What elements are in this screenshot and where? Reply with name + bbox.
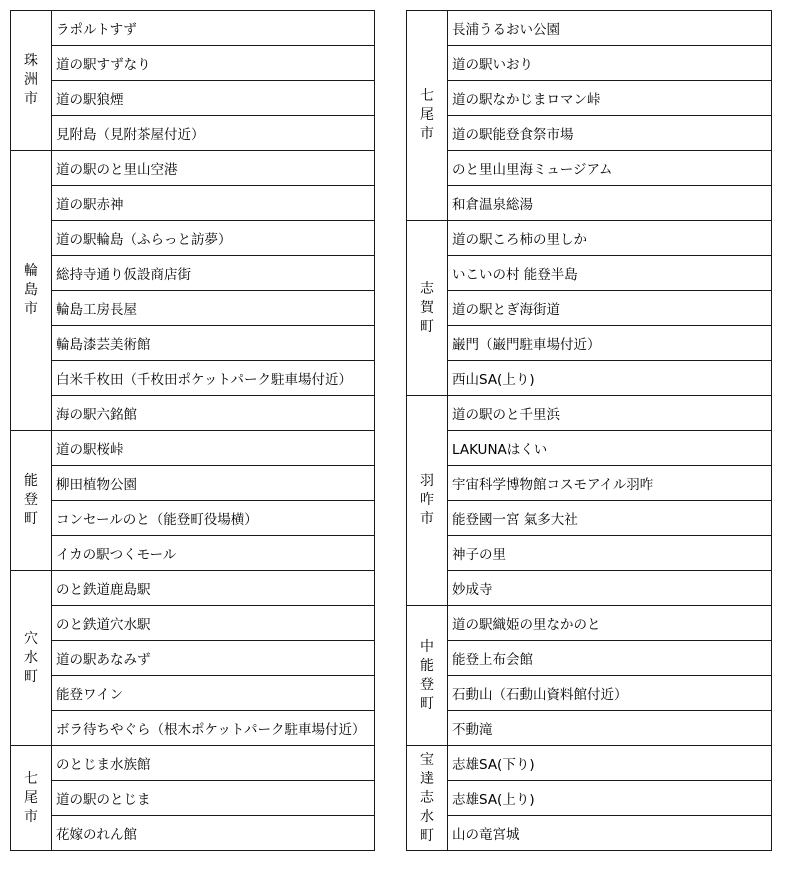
table-row	[407, 816, 772, 851]
left-location-table	[10, 10, 375, 851]
municipality-char: 洲	[24, 72, 38, 88]
location-cell: 能登國一宮 氣多大社	[448, 501, 772, 536]
location-cell: 志雄SA(下り)	[448, 746, 772, 781]
municipality-cell	[11, 151, 52, 431]
municipality-char: 七	[24, 770, 38, 787]
table-row	[407, 151, 772, 186]
location-cell: 能登上布会館	[448, 641, 772, 676]
table-row	[407, 396, 772, 431]
table-row	[11, 256, 375, 291]
table-row	[407, 571, 772, 606]
municipality-char: 市	[24, 301, 38, 317]
location-cell: 西山SA(上り)	[448, 361, 772, 396]
municipality-char: 登	[420, 676, 434, 693]
municipality-char: 賀	[420, 299, 434, 316]
table-row	[407, 186, 772, 221]
municipality-char: 能	[24, 473, 38, 489]
table-row	[11, 466, 375, 501]
municipality-char: 登	[24, 492, 38, 508]
table-row	[407, 116, 772, 151]
location-cell: 石動山（石動山資料館付近）	[448, 676, 772, 711]
municipality-char: 町	[24, 511, 38, 527]
municipality-cell	[407, 606, 448, 746]
table-row	[11, 816, 375, 851]
location-cell: 妙成寺	[448, 571, 772, 606]
municipality-cell	[11, 746, 52, 851]
municipality-char: 市	[420, 126, 434, 142]
location-cell: 白米千枚田（千枚田ポケットパーク駐車場付近）	[52, 361, 375, 396]
location-cell: 海の駅六銘館	[52, 396, 375, 431]
municipality-char: 志	[420, 280, 434, 297]
table-row	[407, 676, 772, 711]
municipality-char: 咋	[420, 492, 434, 508]
location-cell: のと鉄道穴水駅	[52, 606, 375, 641]
table-row	[11, 11, 375, 46]
location-cell: のと鉄道鹿島駅	[52, 571, 375, 606]
municipality-cell	[407, 746, 448, 851]
municipality-cell	[11, 571, 52, 746]
municipality-char: 羽	[420, 473, 434, 489]
table-row	[407, 291, 772, 326]
location-cell: 志雄SA(上り)	[448, 781, 772, 816]
location-cell: 和倉温泉総湯	[448, 186, 772, 221]
location-cell: のとじま水族館	[52, 746, 375, 781]
location-cell: 道の駅ころ柿の里しか	[448, 221, 772, 256]
table-row	[407, 746, 772, 781]
location-cell: 総持寺通り仮設商店街	[52, 256, 375, 291]
municipality-cell	[407, 11, 448, 221]
table-row	[407, 361, 772, 396]
location-cell: 不動滝	[448, 711, 772, 746]
location-cell: 柳田植物公園	[52, 466, 375, 501]
municipality-char: 能	[420, 657, 434, 674]
municipality-cell	[407, 221, 448, 396]
table-row	[407, 536, 772, 571]
location-cell: ラポルトすず	[52, 11, 375, 46]
table-row	[11, 501, 375, 536]
location-cell: 輪島漆芸美術館	[52, 326, 375, 361]
location-cell: 道の駅のと里山空港	[52, 151, 375, 186]
municipality-char: 珠	[24, 53, 38, 69]
table-row	[11, 711, 375, 746]
table-row	[407, 466, 772, 501]
location-cell: ボラ待ちやぐら（根木ポケットパーク駐車場付近）	[52, 711, 375, 746]
table-row	[11, 641, 375, 676]
location-cell: 道の駅桜峠	[52, 431, 375, 466]
municipality-char: 町	[420, 695, 434, 712]
location-cell: いこいの村 能登半島	[448, 256, 772, 291]
location-cell: 花嫁のれん館	[52, 816, 375, 851]
table-row	[407, 606, 772, 641]
municipality-char: 達	[420, 770, 434, 787]
table-row	[11, 536, 375, 571]
table-row	[407, 221, 772, 256]
municipality-char: 輪	[24, 263, 38, 279]
table-row	[11, 81, 375, 116]
location-cell: のと里山里海ミュージアム	[448, 151, 772, 186]
table-row	[11, 46, 375, 81]
table-row	[407, 431, 772, 466]
municipality-cell	[407, 396, 448, 606]
table-row	[407, 711, 772, 746]
table-row	[407, 641, 772, 676]
location-cell: 道の駅のとじま	[52, 781, 375, 816]
table-row	[407, 501, 772, 536]
table-row	[11, 151, 375, 186]
location-cell: 道の駅あなみず	[52, 641, 375, 676]
location-cell: 能登ワイン	[52, 676, 375, 711]
municipality-char: 水	[420, 808, 434, 825]
table-row	[407, 46, 772, 81]
location-cell: 道の駅狼煙	[52, 81, 375, 116]
left-table-body	[11, 11, 375, 851]
table-row	[11, 431, 375, 466]
municipality-char: 市	[24, 91, 38, 107]
location-cell: 道の駅能登食祭市場	[448, 116, 772, 151]
table-row	[407, 256, 772, 291]
municipality-char: 穴	[24, 630, 38, 647]
table-row	[11, 116, 375, 151]
location-cell: 宇宙科学博物館コスモアイル羽咋	[448, 466, 772, 501]
right-location-table	[406, 10, 772, 851]
municipality-char: 宝	[420, 751, 434, 768]
location-cell: 道の駅とぎ海街道	[448, 291, 772, 326]
table-row	[11, 676, 375, 711]
table-row	[11, 361, 375, 396]
table-row	[11, 781, 375, 816]
municipality-char: 町	[420, 318, 434, 335]
right-table-body	[407, 11, 772, 851]
location-cell: 道の駅のと千里浜	[448, 396, 772, 431]
table-row	[11, 746, 375, 781]
table-row	[11, 606, 375, 641]
location-cell: 道の駅赤神	[52, 186, 375, 221]
municipality-char: 市	[420, 511, 434, 527]
table-row	[11, 221, 375, 256]
table-row	[407, 11, 772, 46]
location-cell: 山の竜宮城	[448, 816, 772, 851]
table-row	[11, 291, 375, 326]
municipality-char: 志	[420, 789, 434, 806]
municipality-char: 中	[420, 638, 434, 655]
location-cell: 長浦うるおい公園	[448, 11, 772, 46]
location-cell: 道の駅すずなり	[52, 46, 375, 81]
location-cell: 神子の里	[448, 536, 772, 571]
location-cell: コンセールのと（能登町役場横）	[52, 501, 375, 536]
table-row	[407, 326, 772, 361]
location-cell: 道の駅なかじまロマン峠	[448, 81, 772, 116]
location-cell: 見附島（見附茶屋付近）	[52, 116, 375, 151]
table-row	[407, 81, 772, 116]
municipality-char: 七	[420, 88, 434, 104]
location-cell: 道の駅織姫の里なかのと	[448, 606, 772, 641]
municipality-cell	[11, 431, 52, 571]
municipality-char: 町	[24, 668, 38, 685]
table-row	[11, 571, 375, 606]
municipality-char: 尾	[24, 789, 38, 806]
municipality-char: 尾	[420, 107, 434, 123]
location-cell: 道の駅輪島（ふらっと訪夢）	[52, 221, 375, 256]
municipality-char: 島	[24, 282, 38, 298]
table-row	[11, 396, 375, 431]
table-row	[11, 186, 375, 221]
location-cell: 輪島工房長屋	[52, 291, 375, 326]
location-cell: イカの駅つくモール	[52, 536, 375, 571]
municipality-char: 市	[24, 808, 38, 825]
location-cell: 道の駅いおり	[448, 46, 772, 81]
location-cell: LAKUNAはくい	[448, 431, 772, 466]
table-row	[11, 326, 375, 361]
location-cell: 巌門（巌門駐車場付近）	[448, 326, 772, 361]
municipality-char: 水	[24, 649, 38, 666]
municipality-char: 町	[420, 827, 434, 844]
municipality-cell	[11, 11, 52, 151]
table-row	[407, 781, 772, 816]
